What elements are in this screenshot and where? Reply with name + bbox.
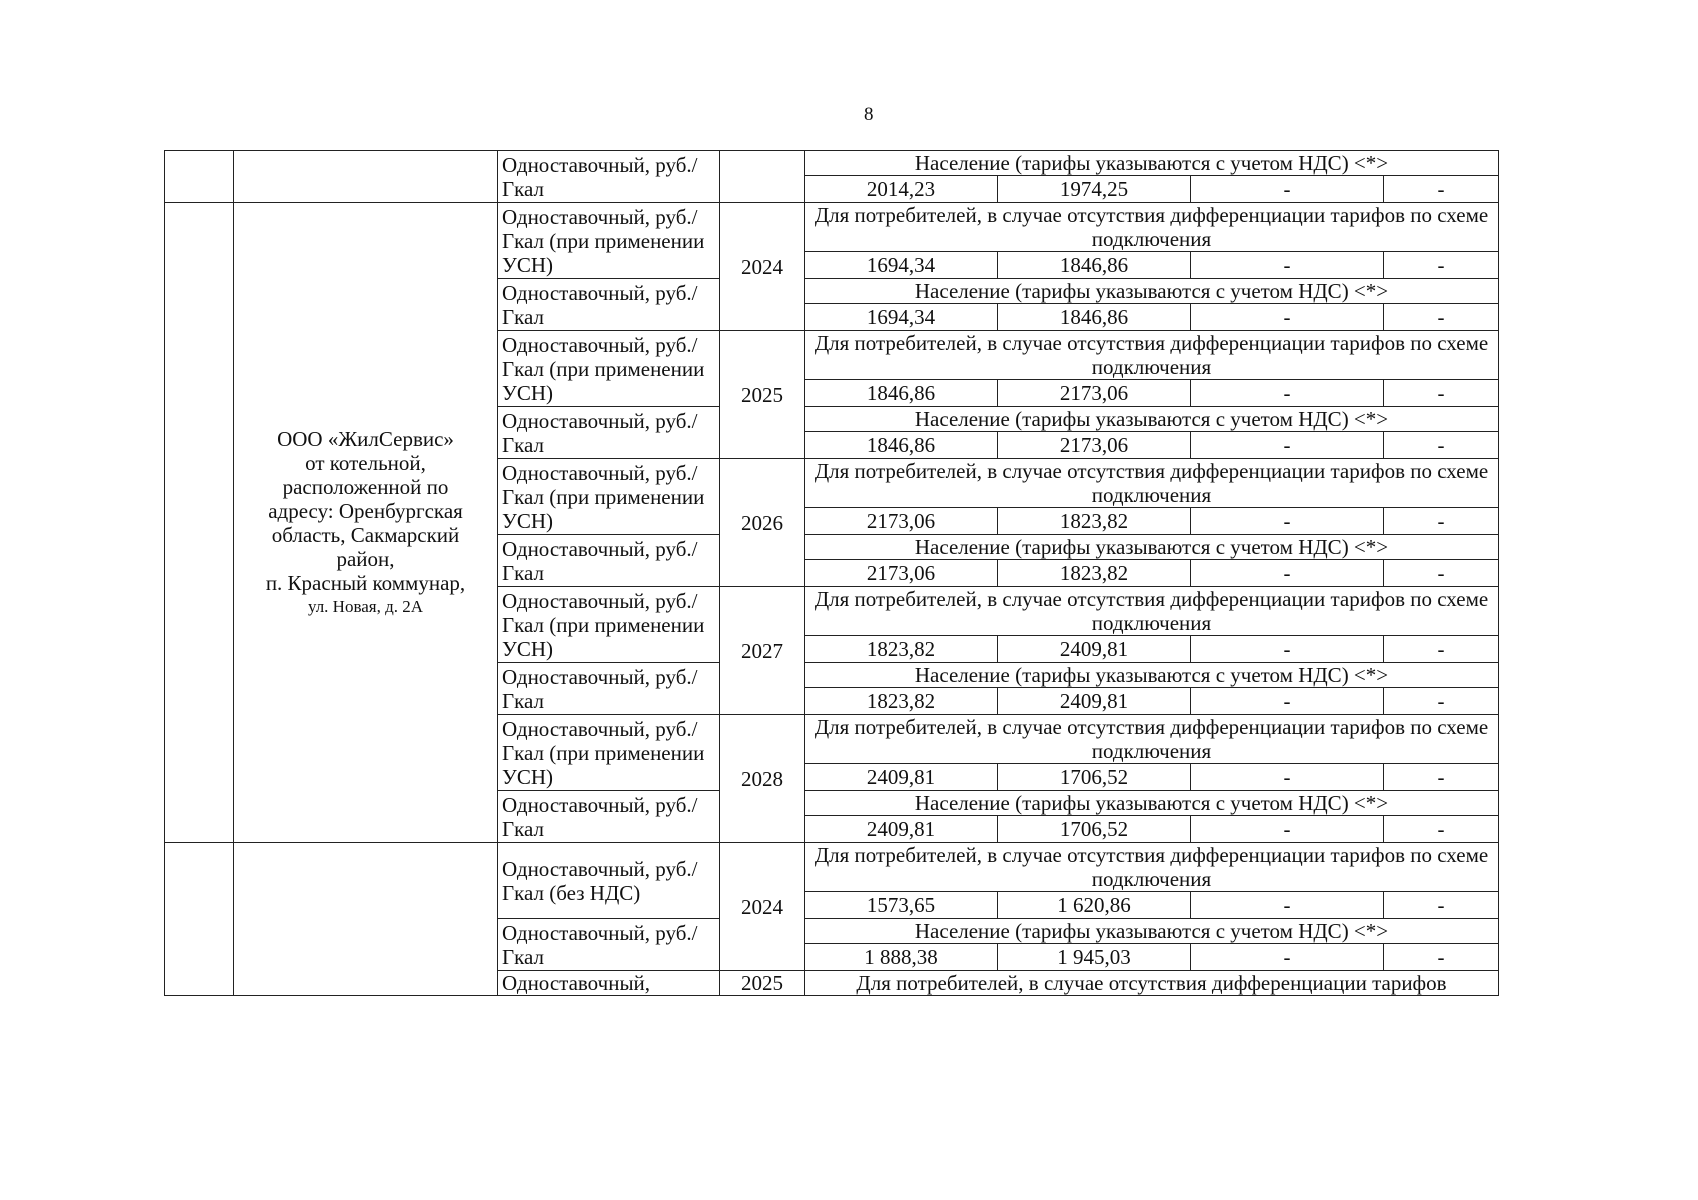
tariff-type: Одноставочный, руб./Гкал: [498, 663, 720, 715]
tariff-value: 2409,81: [805, 816, 998, 843]
tariff-value: -: [1384, 432, 1499, 459]
organization-line: область, Сакмарский: [271, 522, 460, 547]
tariff-value: -: [1191, 432, 1384, 459]
tariff-value: -: [1191, 176, 1384, 203]
tariff-value: -: [1191, 560, 1384, 587]
tariff-value: -: [1384, 816, 1499, 843]
tariff-value: 1974,25: [998, 176, 1191, 203]
tariff-value: 1694,34: [805, 252, 998, 279]
tariff-value: -: [1384, 508, 1499, 535]
tariff-type: Одноставочный, руб./Гкал: [498, 151, 720, 203]
consumer-group-header: Население (тарифы указываются с учетом НДС) <*>: [805, 919, 1499, 944]
tariff-value: -: [1191, 944, 1384, 971]
tariff-value: 1823,82: [998, 508, 1191, 535]
tariff-year: 2025: [720, 331, 805, 459]
tariff-table: [164, 150, 1499, 996]
tariff-value: 2173,06: [805, 560, 998, 587]
consumer-group-header: Население (тарифы указываются с учетом НДС) <*>: [805, 151, 1499, 176]
tariff-type: Одноставочный, руб./Гкал: [498, 535, 720, 587]
row-number: [165, 203, 234, 843]
tariff-value: -: [1384, 380, 1499, 407]
tariff-value: -: [1191, 892, 1384, 919]
tariff-type: Одноставочный, руб./Гкал: [498, 279, 720, 331]
tariff-value: 1706,52: [998, 816, 1191, 843]
tariff-value: 2173,06: [998, 432, 1191, 459]
tariff-value: -: [1384, 176, 1499, 203]
tariff-year: [720, 151, 805, 203]
tariff-value: -: [1384, 252, 1499, 279]
tariff-value: 1 945,03: [998, 944, 1191, 971]
consumer-group-header: Население (тарифы указываются с учетом НДС) <*>: [805, 279, 1499, 304]
organization-line: ООО «ЖилСервис»: [277, 426, 454, 451]
organization-line: от котельной,: [305, 450, 426, 475]
tariff-type: Одноставочный, руб./Гкал (при применении УСН): [498, 715, 720, 791]
tariff-type: Одноставочный, руб./Гкал (при применении УСН): [498, 203, 720, 279]
tariff-type: Одноставочный, руб./Гкал: [498, 791, 720, 843]
organization-line: адресу: Оренбургская: [268, 498, 463, 523]
tariff-value: 1573,65: [805, 892, 998, 919]
tariff-value: 2014,23: [805, 176, 998, 203]
row-number: [165, 843, 234, 996]
consumer-group-header: Для потребителей, в случае отсутствия дифференциации тарифов по схеме подключения: [805, 203, 1499, 252]
tariff-value: 1 888,38: [805, 944, 998, 971]
tariff-type: Одноставочный, руб./Гкал (при применении УСН): [498, 459, 720, 535]
tariff-value: 2409,81: [805, 764, 998, 791]
consumer-group-header: Для потребителей, в случае отсутствия дифференциации тарифов по схеме подключения: [805, 459, 1499, 508]
tariff-type: Одноставочный, руб./Гкал: [498, 919, 720, 971]
tariff-type: Одноставочный, руб./Гкал (при применении УСН): [498, 587, 720, 663]
tariff-value: 1846,86: [998, 252, 1191, 279]
tariff-value: 1706,52: [998, 764, 1191, 791]
tariff-value: -: [1384, 944, 1499, 971]
tariff-value: 1 620,86: [998, 892, 1191, 919]
tariff-value: 1694,34: [805, 304, 998, 331]
tariff-value: 1823,82: [805, 636, 998, 663]
table-row: [165, 151, 1499, 176]
tariff-value: 2409,81: [998, 636, 1191, 663]
tariff-value: 1823,82: [998, 560, 1191, 587]
consumer-group-header: Для потребителей, в случае отсутствия дифференциации тарифов по схеме подключения: [805, 715, 1499, 764]
tariff-value: 1846,86: [805, 432, 998, 459]
tariff-type: Одноставочный, руб./Гкал: [498, 407, 720, 459]
tariff-value: -: [1191, 304, 1384, 331]
consumer-group-header: Население (тарифы указываются с учетом НДС) <*>: [805, 791, 1499, 816]
tariff-value: -: [1384, 892, 1499, 919]
consumer-group-header: Для потребителей, в случае отсутствия дифференциации тарифов: [805, 971, 1499, 996]
row-number: [165, 151, 234, 203]
tariff-year: 2026: [720, 459, 805, 587]
tariff-type: Одноставочный,: [498, 971, 720, 996]
tariff-year: 2027: [720, 587, 805, 715]
tariff-value: -: [1191, 380, 1384, 407]
tariff-year: 2024: [720, 203, 805, 331]
tariff-value: -: [1384, 764, 1499, 791]
organization-address: ул. Новая, д. 2А: [307, 596, 424, 616]
tariff-value: -: [1384, 304, 1499, 331]
consumer-group-header: Для потребителей, в случае отсутствия дифференциации тарифов по схеме подключения: [805, 587, 1499, 636]
tariff-value: 1846,86: [998, 304, 1191, 331]
tariff-value: 2173,06: [805, 508, 998, 535]
tariff-value: 1823,82: [805, 688, 998, 715]
table-row: [165, 203, 1499, 252]
tariff-value: 1846,86: [805, 380, 998, 407]
tariff-value: -: [1191, 508, 1384, 535]
organization-cell: [234, 203, 498, 843]
tariff-value: -: [1191, 688, 1384, 715]
tariff-value: -: [1384, 636, 1499, 663]
tariff-type: Одноставочный, руб./Гкал (при применении УСН): [498, 331, 720, 407]
tariff-value: -: [1191, 764, 1384, 791]
consumer-group-header: Для потребителей, в случае отсутствия дифференциации тарифов по схеме подключения: [805, 331, 1499, 380]
consumer-group-header: Для потребителей, в случае отсутствия дифференциации тарифов по схеме подключения: [805, 843, 1499, 892]
organization-line: п. Красный коммунар,: [265, 570, 466, 595]
organization-cell: [234, 151, 498, 203]
tariff-value: 2173,06: [998, 380, 1191, 407]
organization-line: расположенной по: [282, 474, 449, 499]
tariff-value: -: [1384, 560, 1499, 587]
organization-line: район,: [336, 546, 395, 571]
tariff-value: -: [1191, 636, 1384, 663]
tariff-value: -: [1191, 816, 1384, 843]
tariff-value: -: [1384, 688, 1499, 715]
tariff-type: Одноставочный, руб./Гкал (без НДС): [498, 843, 720, 919]
consumer-group-header: Население (тарифы указываются с учетом НДС) <*>: [805, 663, 1499, 688]
tariff-value: -: [1191, 252, 1384, 279]
table-row: [165, 843, 1499, 892]
tariff-year: 2028: [720, 715, 805, 843]
tariff-value: 2409,81: [998, 688, 1191, 715]
organization-cell: [234, 843, 498, 996]
tariff-year: 2025: [720, 971, 805, 996]
consumer-group-header: Население (тарифы указываются с учетом НДС) <*>: [805, 407, 1499, 432]
page-number: 8: [864, 104, 874, 125]
tariff-year: 2024: [720, 843, 805, 971]
consumer-group-header: Население (тарифы указываются с учетом НДС) <*>: [805, 535, 1499, 560]
